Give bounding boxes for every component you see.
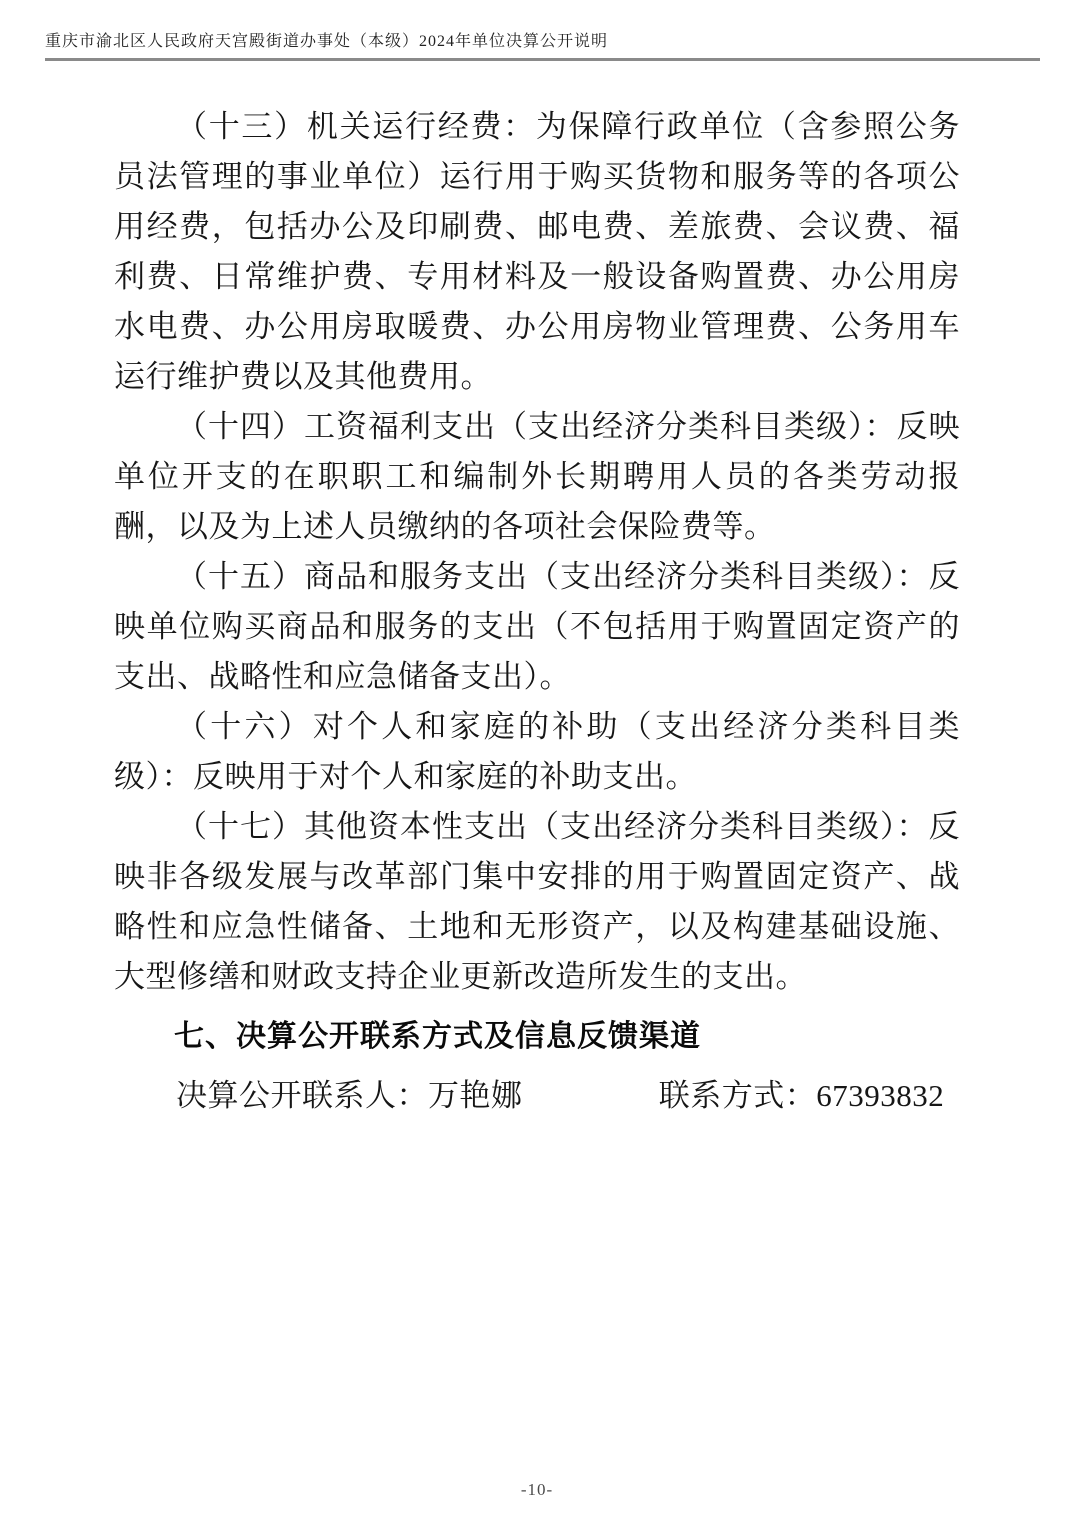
running-header bbox=[45, 28, 1040, 61]
page-number: -10- bbox=[520, 1480, 554, 1499]
body-paragraph: （十七）其他资本性支出（支出经济分类科目类级）：反映非各级发展与改革部门集中安排的用于购置固定资产、战略性和应急性储备、土地和无形资产，以及构建基础设施、大型修缮和财政支持企业更新改造所发生的支出。 bbox=[114, 809, 960, 994]
body-paragraph: （十五）商品和服务支出（支出经济分类科目类级）：反映单位购买商品和服务的支出（不包括用于购置固定资产的支出、战略性和应急储备支出）。 bbox=[114, 559, 960, 694]
contact-method: 联系方式：67393832 bbox=[658, 1078, 945, 1113]
header-title: 重庆市渝北区人民政府天宫殿街道办事处（本级）2024年单位决算公开说明 bbox=[45, 33, 609, 50]
body-paragraph: （十六）对个人和家庭的补助（支出经济分类科目类级）：反映用于对个人和家庭的补助支出。 bbox=[114, 709, 960, 794]
document-body bbox=[114, 102, 960, 1124]
body-paragraph: （十四）工资福利支出（支出经济分类科目类级）：反映单位开支的在职职工和编制外长期聘用人员的各类劳动报酬，以及为上述人员缴纳的各项社会保险费等。 bbox=[114, 409, 960, 544]
section-heading: 七、决算公开联系方式及信息反馈渠道 bbox=[174, 1020, 701, 1053]
page-footer bbox=[0, 1480, 1074, 1500]
body-paragraph: （十三）机关运行经费：为保障行政单位（含参照公务员法管理的事业单位）运行用于购买货物和服务等的各项公用经费，包括办公及印刷费、邮电费、差旅费、会议费、福利费、日常维护费、专用材料及一般设备购置费、办公用房水电费、办公用房取暖费、办公用房物业管理费、公务用车运行维护费以及其他费用。 bbox=[114, 109, 960, 394]
contact-line bbox=[114, 1068, 960, 1124]
contact-person: 决算公开联系人：万艳娜 bbox=[176, 1078, 523, 1113]
